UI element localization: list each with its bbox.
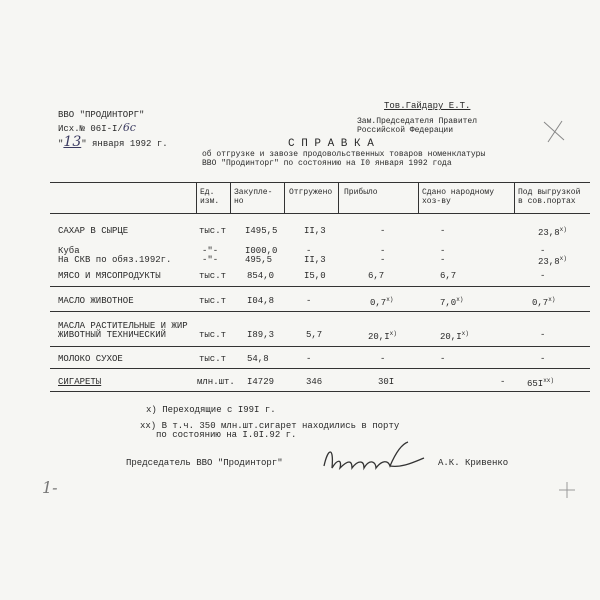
row-name-sub: ЖИВОТНЫЙ ТЕХНИЧЕСКИЙ — [58, 330, 167, 340]
cell-delivered: - — [440, 255, 446, 265]
footnote-carryover: х) Переходящие с I99I г. — [146, 405, 276, 415]
cell-shipped: 346 — [306, 377, 323, 387]
signatory-name: А.К. Кривенко — [438, 458, 509, 468]
row-name: СИГАРЕТЫ — [58, 377, 102, 387]
cell-shipped: - — [306, 246, 312, 256]
cell-shipped: II,3 — [304, 255, 326, 265]
cell-unloading-value: 65I — [527, 379, 544, 389]
cell-delivered: - — [440, 354, 446, 364]
footnote-mark: х) — [389, 330, 397, 337]
cell-unit: млн.шт. — [197, 377, 235, 387]
cell-unloading — [527, 377, 554, 389]
footnote-mark: хх) — [543, 377, 555, 384]
col-header-unit: Ед. изм. — [200, 188, 220, 206]
row-name-sub: На СКВ по обяз.1992г. — [58, 255, 172, 265]
date-rest: " января 1992 г. — [81, 139, 168, 149]
margin-cross-mark — [540, 118, 570, 144]
cell-arrived — [368, 330, 397, 342]
cell-arrived: - — [380, 255, 386, 265]
cell-unloading: - — [540, 354, 546, 364]
outgoing-number-handwritten: 6с — [122, 121, 136, 134]
cell-delivered — [440, 296, 463, 308]
col-header-arrived: Прибыло — [344, 188, 378, 197]
cell-purchased: 495,5 — [245, 255, 273, 265]
row-name: САХАР В СЫРЦЕ — [58, 226, 129, 236]
cell-unloading-value: 0,7 — [532, 298, 549, 308]
col-divider — [284, 183, 285, 213]
row-name: МАСЛО ЖИВОТНОЕ — [58, 296, 134, 306]
col-header-purchased: Закупле- но — [234, 188, 273, 206]
table-bottom-rule — [50, 391, 590, 392]
org-name: ВВО "ПРОДИНТОРГ" — [58, 110, 145, 120]
cell-unloading: - — [540, 330, 546, 340]
cell-delivered — [440, 330, 469, 342]
col-divider — [230, 183, 231, 213]
cell-shipped: - — [306, 354, 312, 364]
outgoing-number-printed: Исх.№ 06I-I/ — [58, 124, 123, 134]
cell-delivered: - — [440, 226, 446, 236]
footnote-mark: х) — [559, 255, 567, 262]
row-rule — [50, 286, 590, 287]
date-quote: " — [58, 139, 64, 149]
row-name: МЯСО И МЯСОПРОДУКТЫ — [58, 271, 161, 281]
cell-arrived-value: 0,7 — [370, 298, 387, 308]
cell-unloading: - — [540, 271, 546, 281]
cell-unloading-value: 23,8 — [538, 228, 560, 238]
col-divider — [196, 183, 197, 213]
margin-plus-mark — [555, 478, 579, 502]
cell-shipped: 5,7 — [306, 330, 323, 340]
cell-unloading — [538, 226, 567, 238]
row-name: Куба — [58, 246, 80, 256]
cell-arrived: - — [380, 246, 386, 256]
date-day-handwritten: 13 — [63, 134, 82, 150]
cell-unit: тыс.т — [199, 296, 227, 306]
cell-arrived: 6,7 — [368, 271, 385, 281]
addressee-line1: Зам.Председателя Правител — [357, 117, 478, 126]
cell-arrived: 30I — [378, 377, 395, 387]
row-rule — [50, 368, 590, 369]
cell-shipped: I5,0 — [304, 271, 326, 281]
col-header-unloading: Под выгрузкой в сов.портах — [518, 188, 581, 206]
row-name: МОЛОКО СУХОЕ — [58, 354, 123, 364]
cell-unit: тыс.т — [199, 330, 227, 340]
row-rule — [50, 311, 590, 312]
cell-delivered-value: 7,0 — [440, 298, 457, 308]
cell-purchased: I04,8 — [247, 296, 275, 306]
cell-unit: тыс.т — [199, 271, 227, 281]
subtitle-line1: об отгрузке и завозе продовольственных товаров номенклатуры — [202, 150, 486, 159]
cell-delivered: - — [440, 246, 446, 256]
cell-unloading — [532, 296, 555, 308]
cell-arrived: - — [380, 226, 386, 236]
cell-purchased: I4729 — [247, 377, 275, 387]
cell-unloading: - — [540, 246, 546, 256]
footnote-mark: х) — [386, 296, 394, 303]
cell-purchased: 854,0 — [247, 271, 275, 281]
cell-purchased: 54,8 — [247, 354, 269, 364]
col-divider — [514, 183, 515, 213]
cell-unit: тыс.т — [199, 226, 227, 236]
col-divider — [418, 183, 419, 213]
cell-delivered-value: 20,I — [440, 332, 462, 342]
footnote-cigarettes-line1: хх) В т.ч. 350 млн.шт.сигарет находились в порту — [140, 421, 400, 431]
cell-arrived-value: 20,I — [368, 332, 390, 342]
col-divider — [338, 183, 339, 213]
cell-unloading — [538, 255, 567, 267]
cell-unloading-value: 23,8 — [538, 257, 560, 267]
cell-unit: -"- — [202, 255, 219, 265]
addressee-line2: Российской Федерации — [357, 126, 454, 135]
table-header-rule — [50, 213, 590, 214]
table-top-rule — [50, 182, 590, 183]
signatory-position: Председатель ВВО "Продинторг" — [126, 458, 283, 468]
margin-handwritten-mark: 1- — [42, 478, 58, 497]
cell-shipped: - — [306, 296, 312, 306]
cell-purchased: I89,3 — [247, 330, 275, 340]
addressee-name: Тов.Гайдару Е.Т. — [384, 101, 471, 111]
document-date — [58, 134, 168, 150]
cell-purchased: I495,5 — [245, 226, 278, 236]
footnote-mark: х) — [456, 296, 464, 303]
cell-delivered: 6,7 — [440, 271, 457, 281]
cell-arrived: - — [380, 354, 386, 364]
row-name: МАСЛА РАСТИТЕЛЬНЫЕ И ЖИР — [58, 321, 188, 331]
footnote-mark: х) — [548, 296, 556, 303]
col-header-delivered: Сдано народному хоз-ву — [422, 188, 495, 206]
cell-shipped: II,3 — [304, 226, 326, 236]
subtitle-line2: ВВО "Продинторг" по состоянию на I0 января 1992 года — [202, 159, 452, 168]
cell-delivered: - — [500, 377, 506, 387]
document-title: С П Р А В К А — [288, 138, 374, 150]
cell-purchased: I000,0 — [245, 246, 278, 256]
cell-unit: -"- — [202, 246, 219, 256]
footnote-cigarettes-line2: по состоянию на I.0I.92 г. — [156, 430, 297, 440]
cell-unit: тыс.т — [199, 354, 227, 364]
handwritten-signature — [318, 438, 430, 478]
footnote-mark: х) — [559, 226, 567, 233]
outgoing-number — [58, 121, 136, 134]
row-rule — [50, 346, 590, 347]
footnote-mark: х) — [461, 330, 469, 337]
cell-arrived — [370, 296, 393, 308]
col-header-shipped: Отгружено — [289, 188, 333, 197]
